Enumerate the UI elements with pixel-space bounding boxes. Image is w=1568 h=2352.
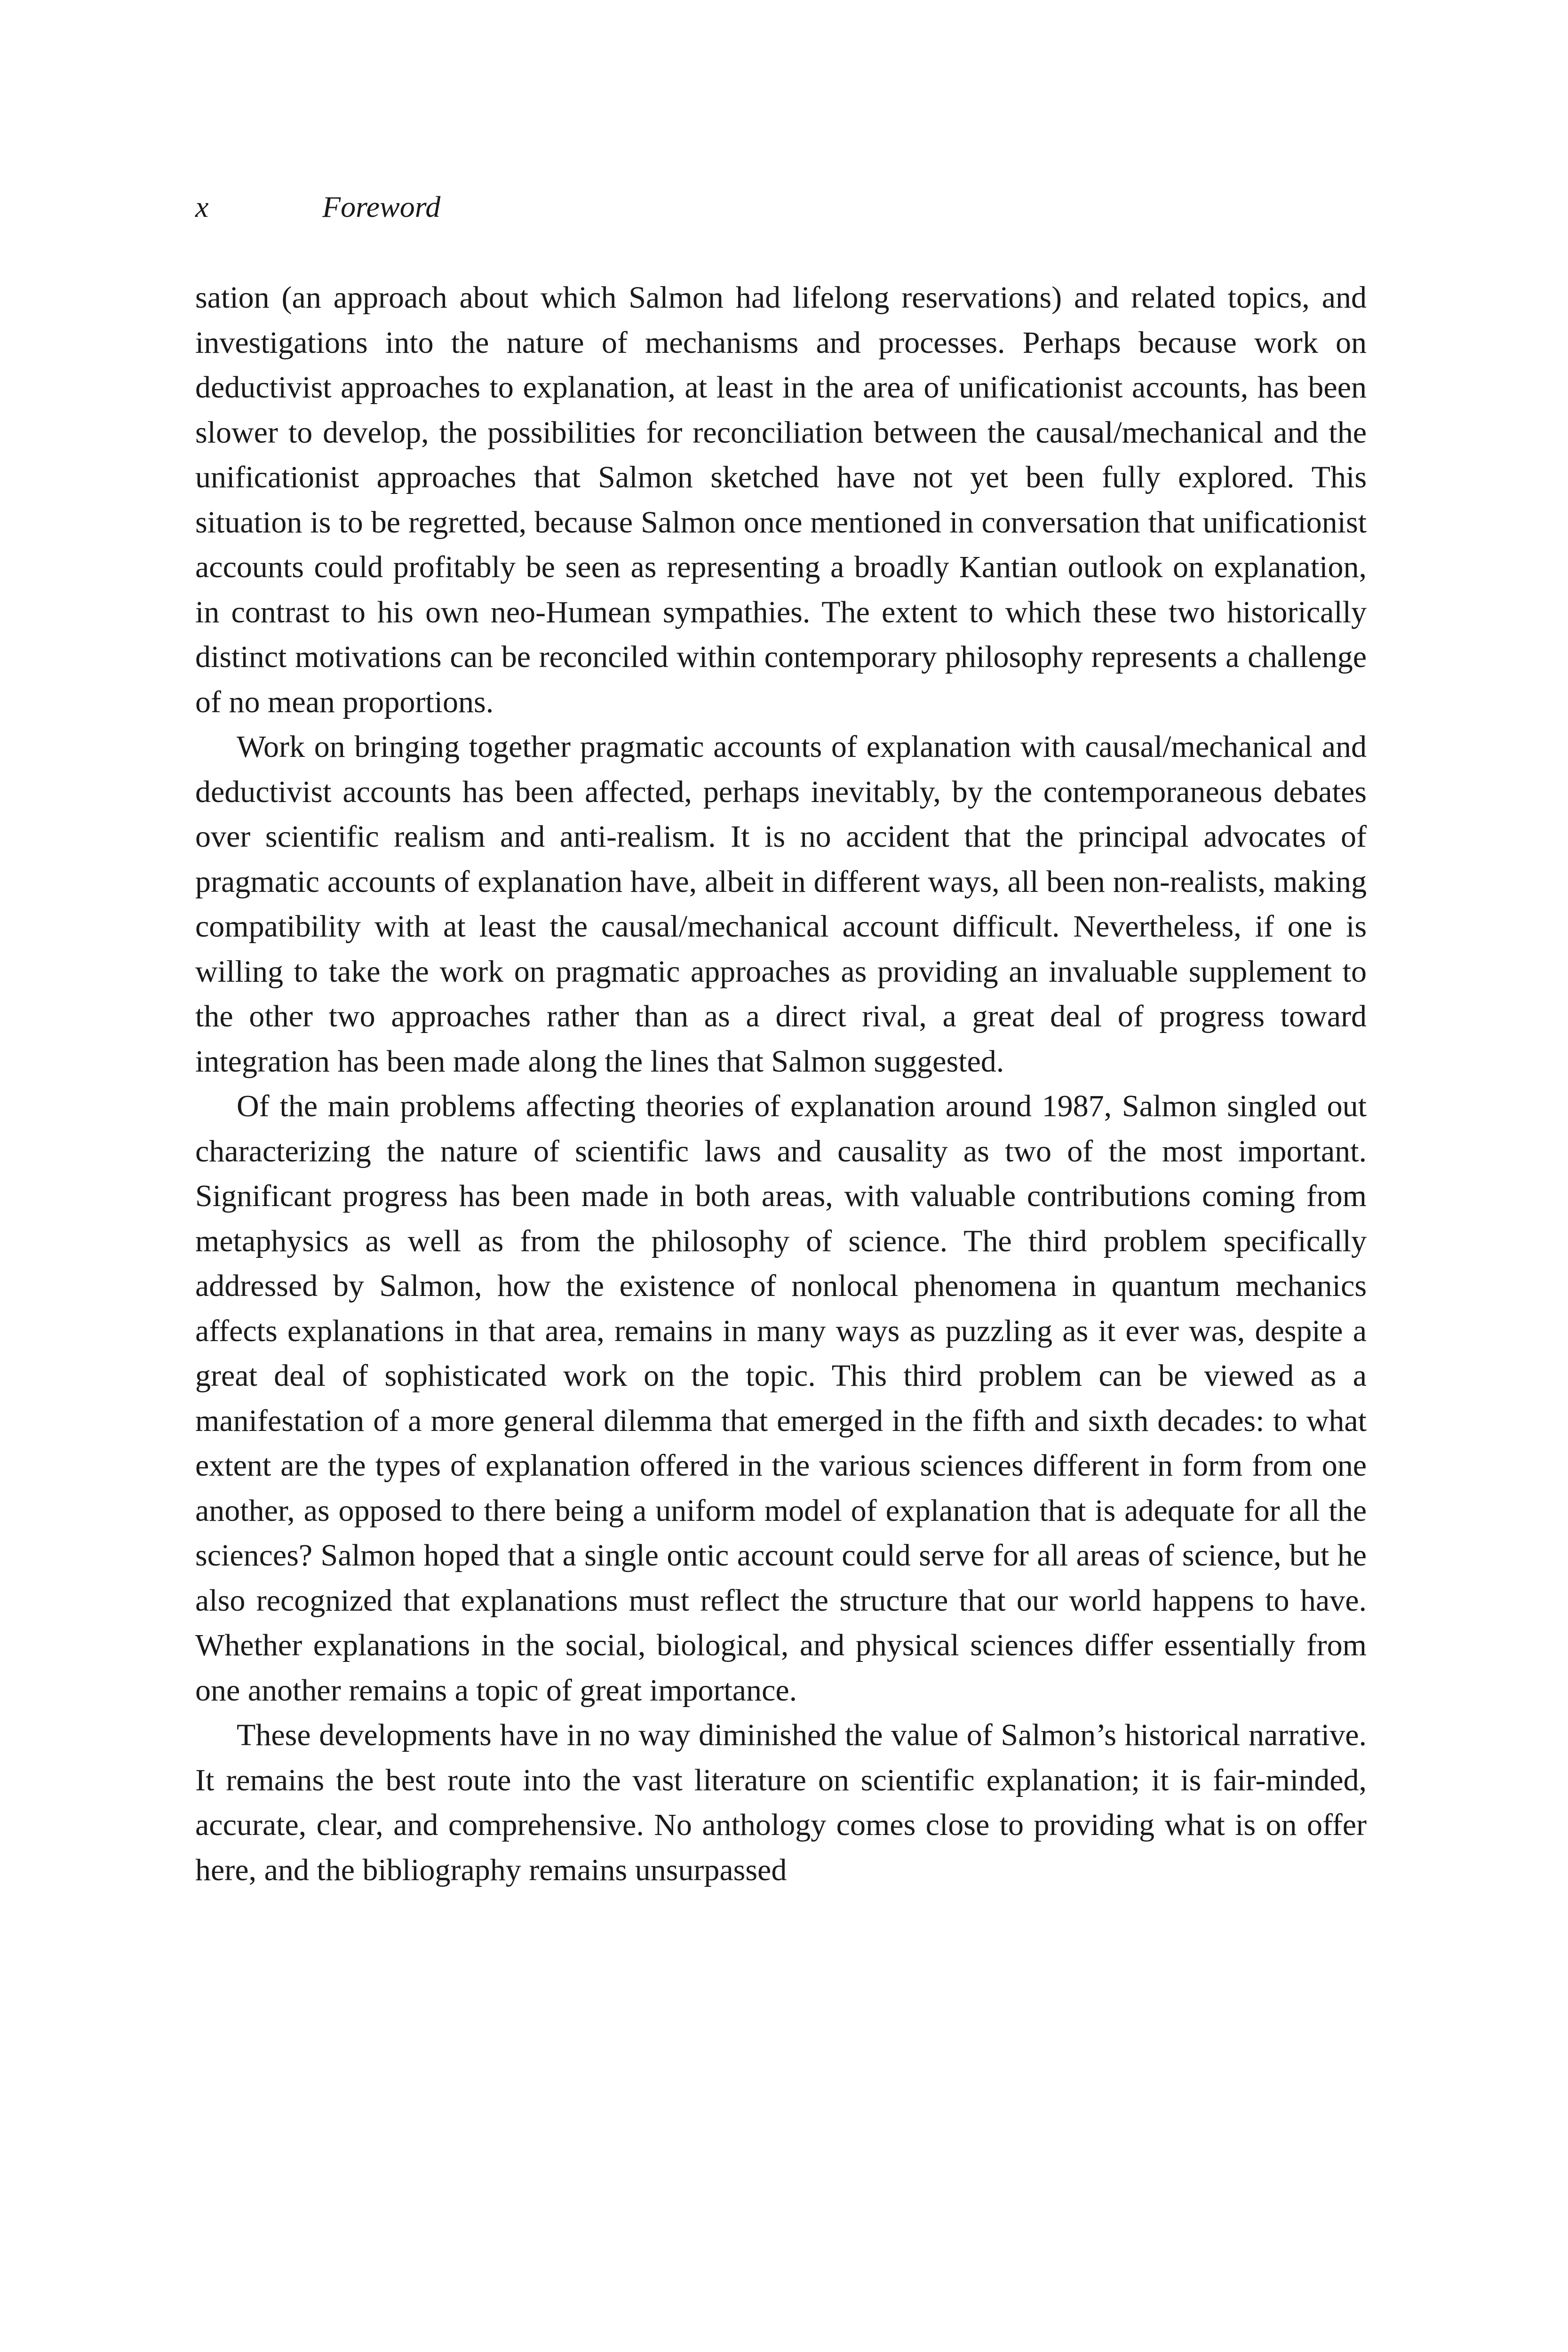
paragraph-2: Work on bringing together pragmatic accounts of explanation with causal/mechanical and deductivist accounts has been affected, perhaps inevitably, by the contemporaneous debates over scientific realism and anti-realism. It is no accident that the principal advocates of pragmatic accounts of explanation have, albeit in different ways, all been non-realists, making compatibility with at least the causal/mechanical account difficult. Nevertheless, if one is willing to take the work on pragmatic approaches as providing an invaluable supplement to the other two approaches rather than as a direct rival, a great deal of progress toward integration has been made along the lines that Salmon suggested. [195,730,1367,1079]
body-text [195,275,1367,1892]
running-title: Foreword [322,190,441,223]
paragraph-3: Of the main problems affecting theories of explanation around 1987, Salmon singled out characterizing the nature of scientific laws and causality as two of the most important. Significant progress has been made in both areas, with valuable contributions coming from metaphysics as well as from the philosophy of science. The third problem specifically addressed by Salmon, how the existence of nonlocal phenomena in quantum mechanics affects explanations in that area, remains in many ways as puzzling as it ever was, despite a great deal of sophisticated work on the topic. This third problem can be viewed as a manifestation of a more general dilemma that emerged in the fifth and sixth decades: to what extent are the types of explanation offered in the various sciences different in form from one another, as opposed to there being a uniform model of explanation that is adequate for all the sciences? Salmon hoped that a single ontic account could serve for all areas of science, but he also recognized that explanations must reflect the structure that our world happens to have. Whether explanations in the social, biological, and physical sciences differ essentially from one another remains a topic of great importance. [195,1089,1367,1708]
paragraph-1: sation (an approach about which Salmon had lifelong reservations) and related topics, and investigations into the nature of mechanisms and processes. Perhaps because work on deductivist approaches to explanation, at least in the area of unificationist accounts, has been slower to develop, the possibilities for reconciliation between the causal/mechanical and the unificationist approaches that Salmon sketched have not yet been fully explored. This situation is to be regretted, because Salmon once mentioned in conversation that unificationist accounts could profitably be seen as representing a broadly Kantian outlook on explanation, in contrast to his own neo-Humean sympathies. The extent to which these two historically distinct motivations can be reconciled within contemporary philosophy represents a challenge of no mean proportions. [195,280,1367,719]
running-head [195,186,440,228]
paragraph-4: These developments have in no way diminished the value of Salmon’s historical narrative. It remains the best route into the vast literature on scientific explanation; it is fair-minded, accurate, clear, and comprehensive. No anthology comes close to providing what is on offer here, and the bibliography remains unsurpassed [195,1718,1367,1887]
page-number: x [195,190,209,223]
